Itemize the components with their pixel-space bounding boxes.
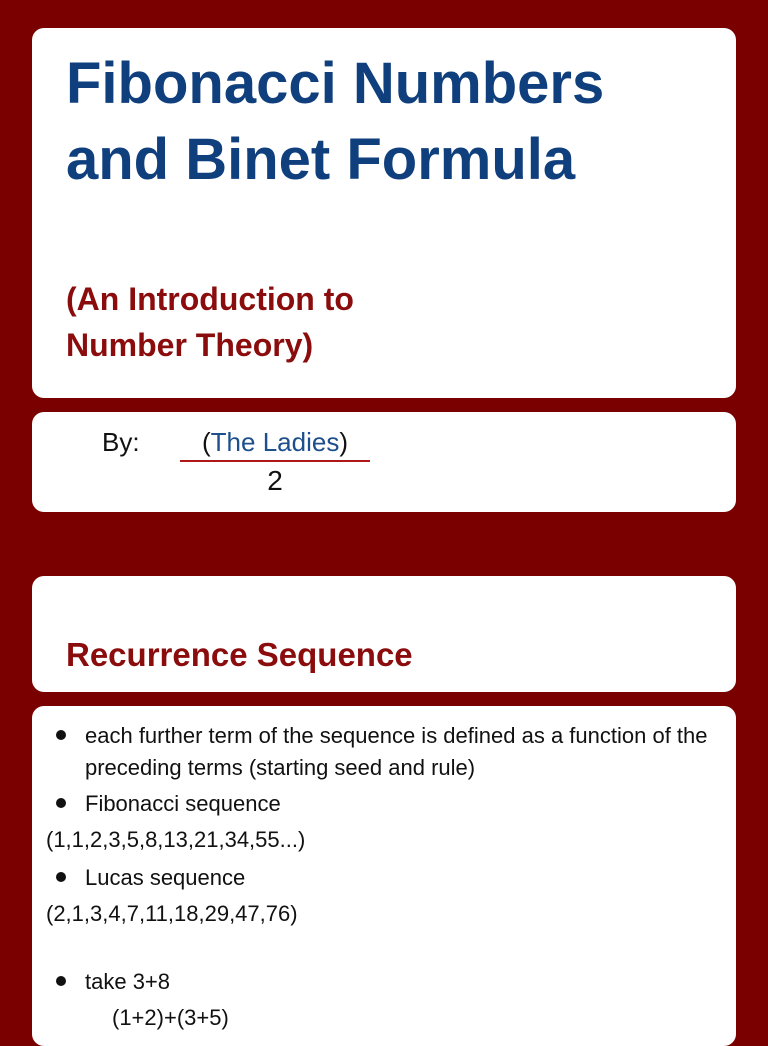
close-paren: ) [339, 427, 348, 457]
lucas-values: (2,1,3,4,7,11,18,29,47,76) [46, 901, 298, 926]
bullet-text-fibonacci: Fibonacci sequence [85, 791, 281, 816]
author-name: The Ladies [210, 427, 340, 457]
title-slide-card [32, 28, 736, 398]
author-numerator [180, 426, 370, 462]
content-list [32, 720, 736, 1034]
list-item [32, 720, 736, 784]
main-title [66, 46, 706, 198]
section-title: Recurrence Sequence [66, 636, 413, 673]
list-item [32, 966, 736, 998]
author-fraction [180, 426, 370, 500]
section-heading-card [32, 576, 736, 692]
spacer [32, 936, 736, 966]
bullet-icon [56, 798, 66, 808]
subtitle-line-2: Number Theory) [66, 327, 314, 363]
open-paren: ( [202, 427, 211, 457]
main-title-line-1: Fibonacci Numbers [66, 51, 605, 116]
bullet-text-definition: each further term of the sequence is defined as a function of the preceding terms (starting seed and rule) [85, 723, 708, 780]
fibonacci-values: (1,1,2,3,5,8,13,21,34,55...) [46, 827, 306, 852]
bullet-text-lucas: Lucas sequence [85, 865, 246, 890]
list-item [32, 788, 736, 820]
bullet-text-take: take 3+8 [85, 969, 171, 994]
by-label: By: [102, 427, 140, 457]
bullet-icon [56, 730, 66, 740]
bullet-icon [56, 976, 66, 986]
author-denominator: 2 [267, 465, 283, 496]
bullet-icon [56, 872, 66, 882]
subtitle [66, 276, 354, 368]
list-item [32, 862, 736, 894]
author-card [32, 412, 736, 512]
content-card [32, 706, 736, 1046]
main-title-line-2: and Binet Formula [66, 127, 576, 192]
subtitle-line-1: (An Introduction to [66, 281, 354, 317]
sub-line: (1+2)+(3+5) [112, 1005, 229, 1030]
